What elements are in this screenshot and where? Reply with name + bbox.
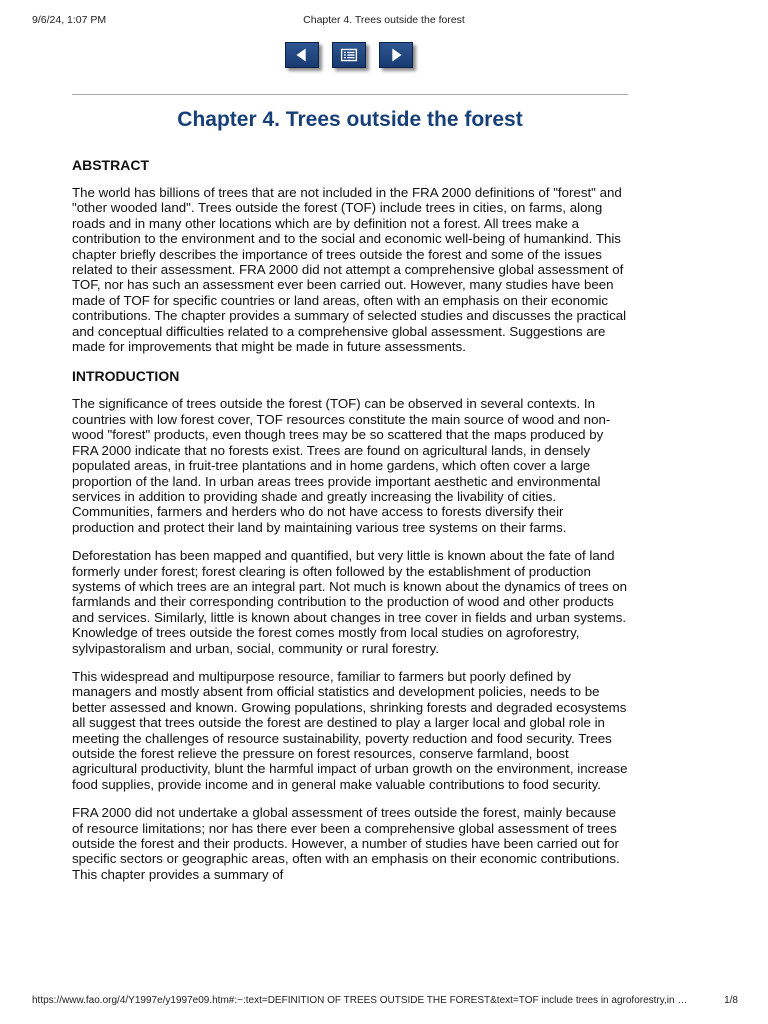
print-header — [0, 14, 768, 30]
header-divider — [72, 94, 628, 95]
print-timestamp: 9/6/24, 1:07 PM — [32, 14, 107, 26]
table-of-contents-button[interactable] — [332, 42, 366, 68]
list-icon — [333, 43, 365, 67]
introduction-paragraph: This widespread and multipurpose resource, familiar to farmers but poorly defined by managers and mostly absent from official statistics and development policies, needs to be better assessed and known. Growing populations, shrinking forests and degraded ecosystems all suggest that trees outside the forest are destined to play a larger local and global role in meeting the challenges of resource sustainability, poverty reduction and food security. Trees outside the forest relieve the pressure on forest resources, conserve farmland, boost agricultural productivity, blunt the harmful impact of urban growth on the environment, increase food supplies, provide income and in general make valuable contributions to food security. — [72, 668, 628, 792]
abstract-paragraph: The world has billions of trees that are not included in the FRA 2000 definitions of "forest" and "other wooded land". Trees outside the forest (TOF) include trees in cities, on farms, along roads and in many other locations which are by definition not a forest. All trees make a contribution to the environment and to the social and economic well-being of humankind. This chapter briefly describes the importance of trees outside the forest and some of the issues related to their assessment. FRA 2000 did not attempt a comprehensive global assessment of TOF, nor has such an assessment ever been carried out. However, many studies have been made of TOF for specific countries or land areas, often with an emphasis on their economic contributions. The chapter provides a summary of selected studies and discusses the practical and conceptual difficulties related to a comprehensive global assessment. Suggestions are made for improvements that might be made in future assessments. — [72, 185, 627, 355]
page-number: 1/8 — [724, 995, 738, 1006]
arrow-left-icon — [286, 43, 318, 67]
page-url: https://www.fao.org/4/Y1997e/y1997e09.htm#:~:text=DEFINITION OF TREES OUTSIDE THE FOREST&text=TOF include trees in agroforestry,in … — [32, 995, 688, 1006]
introduction-paragraph: The significance of trees outside the forest (TOF) can be observed in several contexts. In countries with low forest cover, TOF resources constitute the main source of wood and non-wood "forest" products, even though trees may be so scattered that the maps produced by FRA 2000 indicate that no forests exist. Trees are found on agricultural lands, in densely populated areas, in fruit-tree plantations and in home gardens, which often cover a large proportion of the land. In urban areas trees provide important aesthetic and environmental services in addition to providing shade and greatly increasing the livability of cities. Communities, farmers and herders who do not have access to forests diversify their production and protect their land by maintaining various tree systems on their farms. — [72, 396, 611, 535]
print-page-title: Chapter 4. Trees outside the forest — [303, 14, 465, 26]
section-heading-introduction: INTRODUCTION — [72, 368, 180, 385]
section-heading-abstract: ABSTRACT — [72, 157, 149, 173]
introduction-paragraph: FRA 2000 did not undertake a global assessment of trees outside the forest, mainly because of resource limitations; nor has there ever been a comprehensive global assessment of trees outside the forest and their products. However, a number of studies have been carried out for specific sectors or geographic areas, often with an emphasis on their economic contributions. This chapter provides a summary of — [72, 805, 620, 882]
next-page-button[interactable] — [379, 42, 413, 68]
previous-page-button[interactable] — [285, 42, 319, 68]
print-footer — [0, 995, 768, 1011]
chapter-navigation — [0, 42, 768, 74]
arrow-right-icon — [380, 43, 412, 67]
document-body — [72, 106, 628, 895]
introduction-paragraph: Deforestation has been mapped and quantified, but very little is known about the fate of land formerly under forest; forest clearing is often followed by the establishment of production systems of which trees are an integral part. Not much is known about the dynamics of trees on farmlands and their corresponding contribution to the production of wood and other products and services. Similarly, little is known about changes in tree cover in fields and urban systems. Knowledge of trees outside the forest comes mostly from local studies on agroforestry, sylvipastoralism and urban, social, community or rural forestry. — [72, 548, 628, 656]
document-title: Chapter 4. Trees outside the forest — [177, 108, 523, 131]
